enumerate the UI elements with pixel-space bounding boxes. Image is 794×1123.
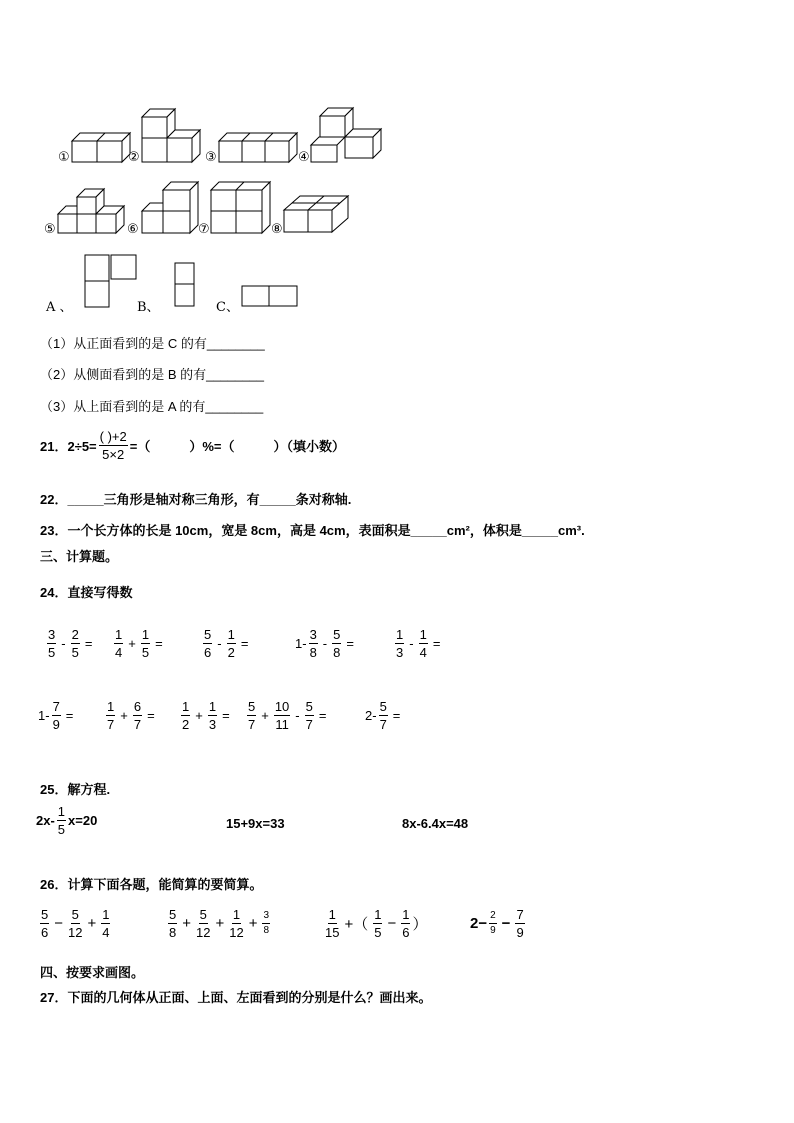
- q21-suffix: =（ ）%=（ ）（填小数）: [129, 439, 345, 454]
- q21-denominator: 5×2: [102, 447, 125, 462]
- option-a-label: A 、: [46, 300, 73, 315]
- q20-sub2: （2）从侧面看到的是 B 的有________: [40, 367, 264, 382]
- figure-label-4: ④: [298, 149, 310, 164]
- option-c-view: [242, 286, 297, 306]
- q21: [40, 430, 345, 461]
- q24-item-7: $\frac{1}{7}$ + $\frac{6}{7}$ =: [107, 699, 155, 732]
- q24-item-9: $\frac{5}{7}$ + $\frac{10}{11}$ - $\frac{5}{7}$ =: [248, 699, 327, 732]
- q20-sub1: （1）从正面看到的是 C 的有________: [40, 336, 265, 351]
- q20-sub3: （3）从上面看到的是 A 的有________: [40, 399, 264, 414]
- figure-1: [72, 133, 130, 162]
- section-3-heading: 三、计算题。: [40, 549, 119, 564]
- figure-label-8: ⑧: [271, 221, 283, 236]
- q24-item-8: $\frac{1}{2}$ + $\frac{1}{3}$ =: [182, 699, 230, 732]
- q25-equation-2: 15+9x=33: [226, 816, 285, 831]
- figure-label-7: ⑦: [198, 221, 210, 236]
- figure-label-2: ②: [128, 149, 140, 164]
- figure-3: [219, 133, 297, 162]
- q24-item-6: 1- $\frac{7}{9}$ =: [38, 699, 74, 732]
- q26-title: 26．计算下面各题，能简算的要简算。: [40, 877, 263, 892]
- q25-equation-1: 2x- $\frac{1}{5}$ x=20: [36, 804, 98, 837]
- figure-label-3: ③: [205, 149, 217, 164]
- q25-title: 25．解方程.: [40, 782, 111, 797]
- figure-8: [284, 196, 348, 232]
- option-a-view: [85, 255, 136, 307]
- option-b-view: [175, 263, 194, 306]
- q24-item-5: $\frac{1}{3}$ - $\frac{1}{4}$ =: [396, 627, 441, 660]
- q27: 27．下面的几何体从正面、上面、左面看到的分别是什么？画出来。: [40, 990, 432, 1005]
- q24-item-4: 1- $\frac{3}{8}$ - $\frac{5}{8}$ =: [295, 627, 354, 660]
- figure-6: [142, 182, 198, 233]
- q21-numerator: ( )+2: [99, 429, 127, 444]
- q24-item-2: $\frac{1}{4}$ + $\frac{1}{5}$ =: [115, 627, 163, 660]
- section-4-heading: 四、按要求画图。: [40, 965, 145, 980]
- q24-item-1: $\frac{3}{5}$ - $\frac{2}{5}$ =: [48, 627, 93, 660]
- figure-5: [58, 189, 124, 233]
- figure-label-1: ①: [58, 149, 70, 164]
- figure-4: [311, 108, 381, 162]
- q26-expression-4: 2− $\frac{2}{9}$ − $\frac{7}{9}$: [470, 907, 524, 940]
- figure-label-6: ⑥: [127, 221, 139, 236]
- q26-expression-3: $\frac{1}{15}$ +（ $\frac{1}{5}$ − $\frac{1}{6}$ ）: [325, 907, 428, 940]
- q26-expression-1: $\frac{5}{6}$ − $\frac{5}{12}$ + $\frac{1}{4}$: [41, 907, 110, 940]
- option-b-label: B、: [137, 300, 160, 315]
- q24-item-10: 2- $\frac{5}{7}$ =: [365, 699, 401, 732]
- q25-equation-3: 8x-6.4x=48: [402, 816, 469, 831]
- figure-7: [211, 182, 270, 233]
- q22: 22．_____三角形是轴对称三角形，有_____条对称轴.: [40, 492, 352, 507]
- q24-title: 24．直接写得数: [40, 585, 133, 600]
- q21-prefix: 21．2÷5=: [40, 439, 97, 454]
- q21-fraction: [99, 430, 128, 461]
- figure-label-5: ⑤: [44, 221, 56, 236]
- q24-item-3: $\frac{5}{6}$ - $\frac{1}{2}$ =: [204, 627, 249, 660]
- figure-2: [142, 109, 200, 162]
- q23: 23．一个长方体的长是 10cm，宽是 8cm，高是 4cm，表面积是_____cm²，体积是_____cm³.: [40, 523, 585, 538]
- q26-expression-2: $\frac{5}{8}$ + $\frac{5}{12}$ + $\frac{1}{12}$ + $\frac{3}{8}$: [169, 907, 270, 940]
- cube-figures: [0, 0, 794, 320]
- option-c-label: C、: [216, 300, 239, 315]
